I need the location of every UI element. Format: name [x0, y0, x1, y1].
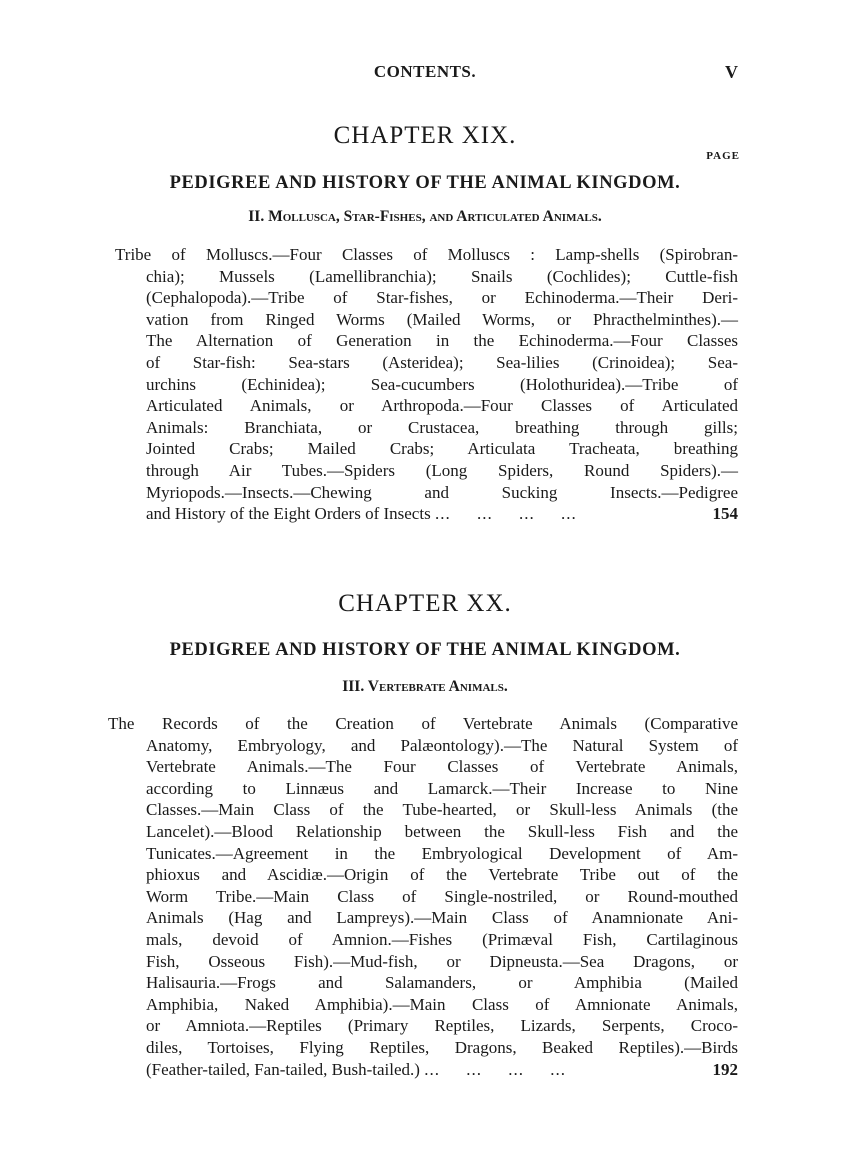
entry-line: Jointed Crabs; Mailed Crabs; Articulata Tracheata, breathing — [146, 439, 738, 459]
contents-entry — [108, 713, 738, 1080]
entry-line: and History of the Eight Orders of Insects — [146, 504, 431, 524]
chapter-title: PEDIGREE AND HISTORY OF THE ANIMAL KINGDOM. — [169, 640, 681, 660]
entry-line: Halisauria.—Frogs and Salamanders, or Amphibia (Mailed — [146, 973, 738, 993]
entry-line: phioxus and Ascidiæ.—Origin of the Vertebrate Tribe out of the — [146, 865, 738, 885]
chapter-heading: CHAPTER XX. — [338, 590, 512, 617]
page-reference: 192 — [712, 1059, 738, 1079]
entry-line: vation from Ringed Worms (Mailed Worms, or Phracthelminthes).— — [146, 309, 738, 329]
entry-line: Animals: Branchiata, or Crustacea, breathing through gills; — [146, 417, 738, 437]
entry-line: diles, Tortoises, Flying Reptiles, Dragons, Beaked Reptiles).—Birds — [146, 1037, 738, 1057]
entry-line: (Cephalopoda).—Tribe of Star-fishes, or Echinoderma.—Their Deri- — [146, 288, 738, 308]
entry-last-line — [146, 503, 738, 525]
entry-line: Myriopods.—Insects.—Chewing and Sucking Insects.—Pedigree — [146, 482, 738, 502]
entry-line: Vertebrate Animals.—The Four Classes of Vertebrate Animals, — [146, 757, 738, 777]
entry-line: The Records of the Creation of Vertebrate Animals (Comparative — [108, 714, 738, 733]
entry-line: chia); Mussels (Lamellibranchia); Snails (Cochlides); Cuttle-fish — [146, 266, 738, 286]
entry-line: Articulated Animals, or Arthropoda.—Four Classes of Articulated — [146, 396, 738, 416]
entry-line: (Feather-tailed, Fan-tailed, Bush-tailed.) — [146, 1059, 420, 1079]
dot-leader: ... ... ... ... — [424, 1059, 566, 1079]
entry-line: Tunicates.—Agreement in the Embryological Development of Am- — [146, 843, 738, 863]
chapter-heading: CHAPTER XIX. — [333, 122, 517, 149]
entry-line: Classes.—Main Class of the Tube-hearted, or Skull-less Animals (the — [146, 800, 738, 820]
contents-entry — [115, 244, 738, 525]
running-head — [0, 62, 850, 86]
entry-line: Tribe of Molluscs.—Four Classes of Molluscs : Lamp-shells (Spirobran- — [115, 245, 738, 264]
entry-line: Lancelet).—Blood Relationship between the Skull-less Fish and the — [146, 821, 738, 841]
chapter-title: PEDIGREE AND HISTORY OF THE ANIMAL KINGDOM. — [169, 173, 681, 193]
entry-line: according to Linnæus and Lamarck.—Their Increase to Nine — [146, 778, 738, 798]
entry-line: Amphibia, Naked Amphibia).—Main Class of Amnionate Animals, — [146, 994, 738, 1014]
entry-line: or Amniota.—Reptiles (Primary Reptiles, Lizards, Serpents, Croco- — [146, 1016, 738, 1036]
entry-line: Worm Tribe.—Main Class of Single-nostriled, or Round-mouthed — [146, 886, 738, 906]
section-title: II. Mollusca, Star-Fishes, and Articulated Animals. — [248, 208, 602, 225]
page-column-label: PAGE — [706, 150, 740, 162]
entry-line: of Star-fish: Sea-stars (Asteridea); Sea-lilies (Crinoidea); Sea- — [146, 352, 738, 372]
entry-last-line — [146, 1059, 738, 1081]
entry-line: urchins (Echinidea); Sea-cucumbers (Holothuridea).—Tribe of — [146, 374, 738, 394]
running-title: CONTENTS. — [373, 62, 477, 81]
page-number: V — [725, 62, 738, 82]
dot-leader: ... ... ... ... — [434, 504, 577, 524]
entry-line: Anatomy, Embryology, and Palæontology).—The Natural System of — [146, 735, 738, 755]
section-title: III. Vertebrate Animals. — [342, 678, 508, 695]
entry-line: Animals (Hag and Lampreys).—Main Class of Anamnionate Ani- — [146, 908, 738, 928]
entry-line: The Alternation of Generation in the Echinoderma.—Four Classes — [146, 331, 738, 351]
entry-line: through Air Tubes.—Spiders (Long Spiders, Round Spiders).— — [146, 460, 738, 480]
entry-line: Fish, Osseous Fish).—Mud-fish, or Dipneusta.—Sea Dragons, or — [146, 951, 738, 971]
entry-line: mals, devoid of Amnion.—Fishes (Primæval Fish, Cartilaginous — [146, 929, 738, 949]
page-reference: 154 — [712, 504, 738, 524]
